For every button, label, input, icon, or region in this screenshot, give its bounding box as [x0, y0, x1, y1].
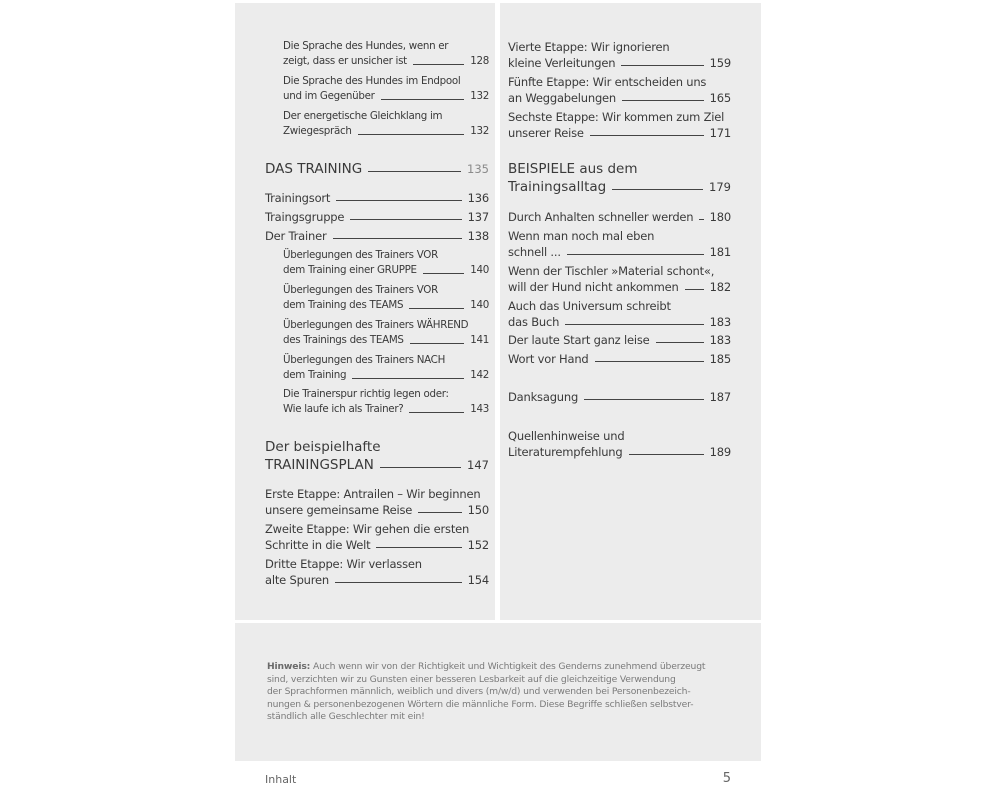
book-page — [235, 3, 761, 793]
toc-entry-title-line: dem Training des TEAMS — [283, 299, 404, 311]
toc-entry-title-line: Zweite Etappe: Wir gehen die ersten — [265, 522, 470, 536]
leader-rule — [595, 360, 704, 362]
leader-rule — [358, 133, 465, 135]
toc-entry — [508, 428, 731, 460]
toc-entry — [283, 39, 489, 69]
leader-rule — [565, 323, 703, 325]
toc-entry — [508, 160, 731, 196]
leader-rule — [409, 411, 464, 413]
toc-entry-title-line: Die Sprache des Hundes, wenn er — [283, 40, 449, 52]
toc-page-number: 141 — [470, 334, 489, 346]
toc-entry-title-line: Schritte in die Welt — [265, 538, 371, 552]
note-label: Hinweis: — [267, 661, 311, 672]
toc-entry-title-line: TRAININGSPLAN — [265, 457, 374, 473]
toc-entry — [283, 318, 489, 348]
toc-page-number: 179 — [709, 180, 731, 194]
toc-entry — [283, 248, 489, 278]
toc-entry-title-line: Die Sprache des Hundes im Endpool — [283, 75, 461, 87]
toc-entry — [283, 387, 489, 417]
leader-rule — [336, 199, 461, 201]
toc-page-number: 132 — [470, 90, 489, 102]
toc-entry-title-line: Danksagung — [508, 390, 579, 404]
toc-page-number: 142 — [470, 369, 489, 381]
toc-entry-title-line: Wenn man noch mal eben — [508, 229, 655, 243]
toc-entry — [508, 389, 731, 405]
toc-page-number: 150 — [467, 503, 489, 517]
leader-rule — [409, 307, 464, 309]
leader-rule — [413, 63, 464, 65]
toc-entry-title-line: Erste Etappe: Antrailen – Wir beginnen — [265, 487, 481, 501]
toc-entry-title-line: Der Trainer — [265, 229, 327, 243]
toc-entry — [283, 353, 489, 383]
toc-entry-title-line: des Trainings des TEAMS — [283, 334, 404, 346]
toc-page-number: 154 — [467, 573, 489, 587]
leader-rule — [410, 342, 465, 344]
toc-page-number: 128 — [470, 55, 489, 67]
leader-rule — [381, 98, 465, 100]
toc-entry-title-line: Überlegungen des Trainers VOR — [283, 249, 438, 261]
toc-entry-title-line: Durch Anhalten schneller werden — [508, 210, 694, 224]
toc-page-number: 143 — [470, 403, 489, 415]
toc-entry — [265, 521, 489, 553]
toc-page-number: 140 — [470, 264, 489, 276]
toc-page-number: 138 — [467, 229, 489, 243]
toc-entry-title-line: an Weggabelungen — [508, 91, 617, 105]
toc-entry-title-line: Der laute Start ganz leise — [508, 333, 650, 347]
toc-page-number: 136 — [467, 191, 489, 205]
leader-rule — [376, 546, 461, 548]
toc-entry — [508, 209, 731, 225]
toc-entry-title-line: Literaturempfehlung — [508, 445, 623, 459]
leader-rule — [567, 253, 704, 255]
toc-entry-title-line: Überlegungen des Trainers NACH — [283, 354, 446, 366]
toc-entry-title-line: Sechste Etappe: Wir kommen zum Ziel — [508, 110, 725, 124]
toc-entry — [508, 298, 731, 330]
toc-page-number: 140 — [470, 299, 489, 311]
toc-entry-title-line: alte Spuren — [265, 573, 330, 587]
toc-entry-title-line: Quellenhinweise und — [508, 429, 625, 443]
toc-entry-title-line: Zwiegespräch — [283, 125, 352, 137]
note-line: nungen & personenbezogenen Wörtern die männliche Form. Diese Begriffe schließen selbstver- — [267, 698, 694, 710]
leader-rule — [350, 218, 461, 220]
toc-page-number: 159 — [709, 56, 731, 70]
toc-entry — [508, 332, 731, 348]
toc-entry-title-line: Der energetische Gleichklang im — [283, 110, 443, 122]
leader-rule — [656, 341, 704, 343]
toc-entry-title-line: Überlegungen des Trainers WÄHREND — [283, 319, 469, 331]
toc-entry-title-line: kleine Verleitungen — [508, 56, 616, 70]
toc-page-number: 152 — [467, 538, 489, 552]
toc-entry — [283, 109, 489, 139]
toc-entry-title-line: Wie laufe ich als Trainer? — [283, 403, 404, 415]
toc-page-number: 189 — [709, 445, 731, 459]
toc-entry-title-line: Auch das Universum schreibt — [508, 299, 671, 313]
toc-entry-title-line: will der Hund nicht ankommen — [508, 280, 679, 294]
leader-rule — [418, 511, 461, 513]
leader-rule — [335, 581, 462, 583]
footer-page-number: 5 — [722, 771, 731, 786]
note-box — [235, 623, 761, 761]
toc-page-number: 135 — [467, 162, 489, 176]
leader-rule — [629, 453, 704, 455]
toc-entry-title-line: Wort vor Hand — [508, 352, 589, 366]
toc-entry-title-line: BEISPIELE aus dem — [508, 161, 638, 177]
toc-page-number: 132 — [470, 125, 489, 137]
toc-entry-title-line: schnell ... — [508, 245, 561, 259]
note-line: ständlich alle Geschlechter mit ein! — [267, 711, 425, 723]
toc-entry-title-line: Trainingsalltag — [508, 179, 607, 195]
leader-rule — [622, 99, 704, 101]
toc-entry-title-line: Überlegungen des Trainers VOR — [283, 284, 438, 296]
toc-entry — [508, 351, 731, 367]
leader-rule — [621, 64, 703, 66]
toc-entry-title-line: Dritte Etappe: Wir verlassen — [265, 557, 422, 571]
toc-entry — [508, 109, 731, 141]
toc-entry — [265, 209, 489, 225]
toc-page-number: 180 — [709, 210, 731, 224]
toc-page-number: 187 — [709, 390, 731, 404]
toc-entry — [265, 486, 489, 518]
toc-right-column — [500, 3, 761, 620]
toc-entry-title-line: dem Training — [283, 369, 347, 381]
toc-left-column — [235, 3, 495, 620]
toc-entry-title-line: und im Gegenüber — [283, 90, 375, 102]
toc-entry-title-line: zeigt, dass er unsicher ist — [283, 55, 407, 67]
leader-rule — [423, 272, 464, 274]
leader-rule — [685, 288, 704, 290]
leader-rule — [380, 466, 461, 468]
toc-entry — [265, 190, 489, 206]
leader-rule — [584, 398, 704, 400]
toc-entry — [283, 283, 489, 313]
leader-rule — [368, 170, 461, 172]
toc-entry — [265, 160, 489, 178]
toc-entry-title-line: Wenn der Tischler »Material schont«, — [508, 264, 715, 278]
toc-page-number: 137 — [467, 210, 489, 224]
leader-rule — [352, 377, 464, 379]
toc-entry-title-line: unserer Reise — [508, 126, 584, 140]
toc-entry-title-line: Traingsgruppe — [265, 210, 345, 224]
toc-entry-title-line: dem Training einer GRUPPE — [283, 264, 417, 276]
toc-entry-title-line: Fünfte Etappe: Wir entscheiden uns — [508, 75, 707, 89]
toc-entry-title-line: Vierte Etappe: Wir ignorieren — [508, 40, 670, 54]
note-text — [267, 661, 737, 724]
toc-page-number: 165 — [709, 91, 731, 105]
toc-page-number: 181 — [709, 245, 731, 259]
leader-rule — [333, 237, 462, 239]
toc-page-number: 147 — [467, 458, 489, 472]
toc-entry-title-line: Die Trainerspur richtig legen oder: — [283, 388, 449, 400]
toc-entry-title-line: das Buch — [508, 315, 560, 329]
toc-entry-title-line: DAS TRAINING — [265, 161, 363, 177]
toc-entry-title-line: Der beispielhafte — [265, 439, 381, 455]
toc-page-number: 182 — [709, 280, 731, 294]
toc-entry — [508, 228, 731, 260]
note-line: der Sprachformen männlich, weiblich und divers (m/w/d) und verwenden bei Personenbezeich- — [267, 686, 691, 698]
toc-page-number: 171 — [709, 126, 731, 140]
toc-page-number: 183 — [709, 315, 731, 329]
toc-entry — [265, 556, 489, 588]
toc-entry — [265, 438, 489, 474]
toc-entry — [508, 39, 731, 71]
toc-entry — [508, 74, 731, 106]
toc-entry — [283, 74, 489, 104]
note-line: Auch wenn wir von der Richtigkeit und Wichtigkeit des Genderns zunehmend überzeugt — [310, 661, 706, 672]
leader-rule — [612, 188, 703, 190]
toc-entry-title-line: unsere gemeinsame Reise — [265, 503, 413, 517]
footer-section-label: Inhalt — [265, 773, 297, 786]
toc-page-number: 183 — [709, 333, 731, 347]
toc-entry-title-line: Trainingsort — [265, 191, 331, 205]
note-line: sind, verzichten wir zu Gunsten einer besseren Lesbarkeit auf die gleichzeitige Verwendung — [267, 673, 676, 685]
leader-rule — [699, 218, 703, 220]
toc-page-number: 185 — [709, 352, 731, 366]
leader-rule — [590, 134, 704, 136]
toc-entry — [508, 263, 731, 295]
toc-entry — [265, 228, 489, 244]
